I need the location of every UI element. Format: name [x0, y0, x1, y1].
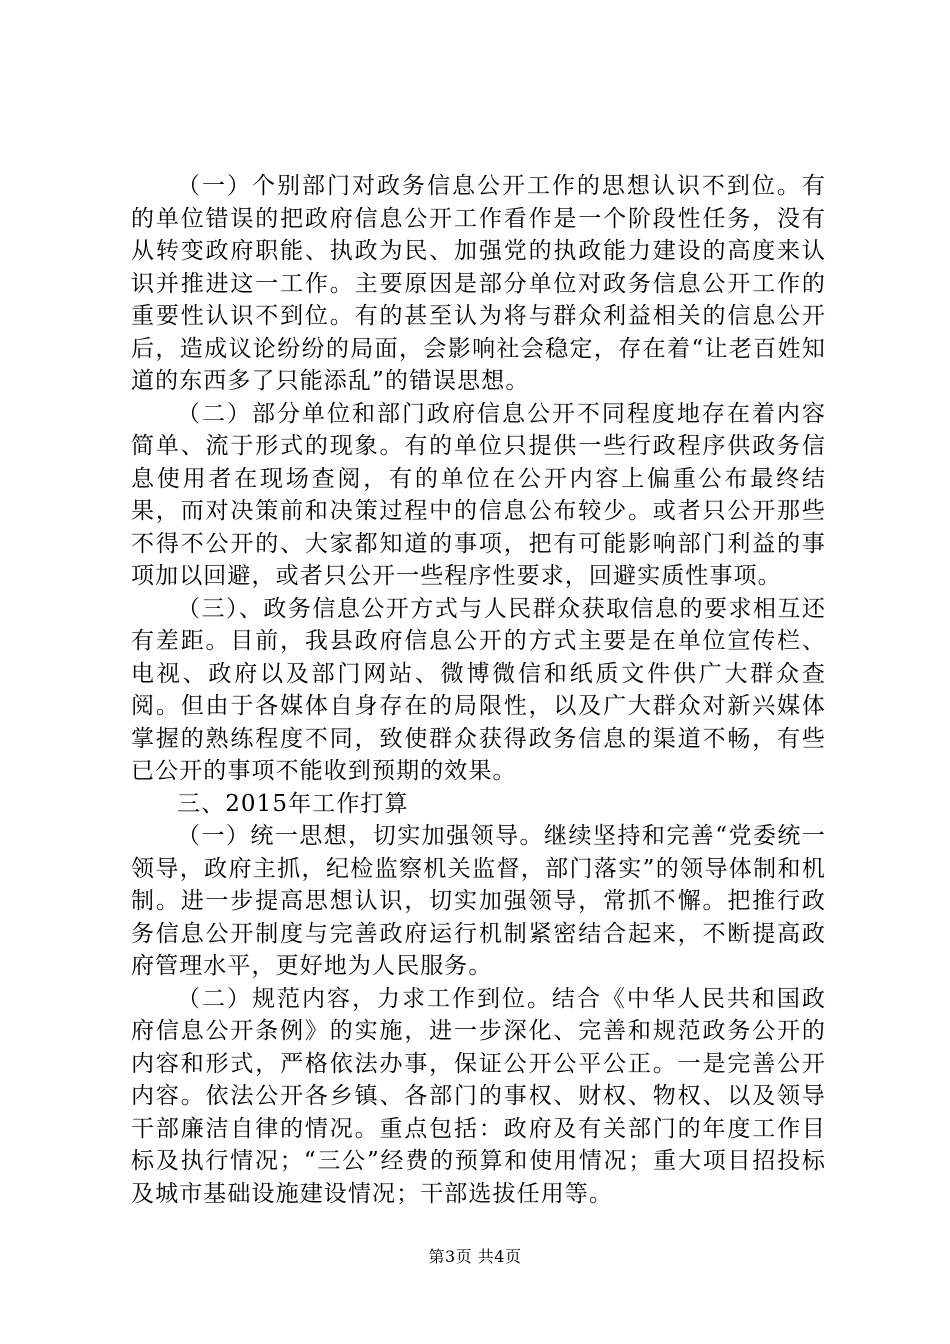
- paragraph-plan-2: （二）规范内容，力求工作到位。结合《中华人民共和国政府信息公开条例》的实施，进一步深化、完善和规范政务公开的内容和形式，严格依法办事，保证公开公平公正。一是完善公开内容。依法公开各乡镇、各部门的事权、财权、物权、以及领导干部廉洁自律的情况。重点包括：政府及有关部门的年度工作目标及执行情况；“三公”经费的预算和使用情况；重大项目招投标及城市基础设施建设情况；干部选拔任用等。: [131, 985, 826, 1207]
- document-body: [131, 170, 826, 1210]
- paragraph-issue-3: （三）、政务信息公开方式与人民群众获取信息的要求相互还有差距。目前，我县政府信息公开的方式主要是在单位宣传栏、电视、政府以及部门网站、微博微信和纸质文件供广大群众查阅。但由于各媒体自身存在的局限性，以及广大群众对新兴媒体掌握的熟练程度不同，致使群众获得政务信息的渠道不畅，有些已公开的事项不能收到预期的效果。: [131, 595, 826, 784]
- paragraph-plan-1: （一）统一思想，切实加强领导。继续坚持和完善“党委统一领导，政府主抓，纪检监察机关监督，部门落实”的领导体制和机制。进一步提高思想认识，切实加强领导，常抓不懈。把推行政务信息公开制度与完善政府运行机制紧密结合起来，不断提高政府管理水平，更好地为人民服务。: [131, 823, 826, 979]
- paragraph-issue-1: （一）个别部门对政务信息公开工作的思想认识不到位。有的单位错误的把政府信息公开工作看作是一个阶段性任务，没有从转变政府职能、执政为民、加强党的执政能力建设的高度来认识并推进这一工作。主要原因是部分单位对政务信息公开工作的重要性认识不到位。有的甚至认为将与群众利益相关的信息公开后，造成议论纷纷的局面，会影响社会稳定，存在着“让老百姓知道的东西多了只能添乱”的错误思想。: [131, 173, 826, 394]
- section-heading: 三、2015年工作打算: [177, 790, 409, 817]
- paragraph-issue-2: （二）部分单位和部门政府信息公开不同程度地存在着内容简单、流于形式的现象。有的单位只提供一些行政程序供政务信息使用者在现场查阅，有的单位在公开内容上偏重公布最终结果，而对决策前和决策过程中的信息公布较少。或者只公开那些不得不公开的、大家都知道的事项，把有可能影响部门利益的事项加以回避，或者只公开一些程序性要求，回避实质性事项。: [131, 400, 826, 589]
- page-number-footer: 第3页 共4页: [428, 1247, 522, 1266]
